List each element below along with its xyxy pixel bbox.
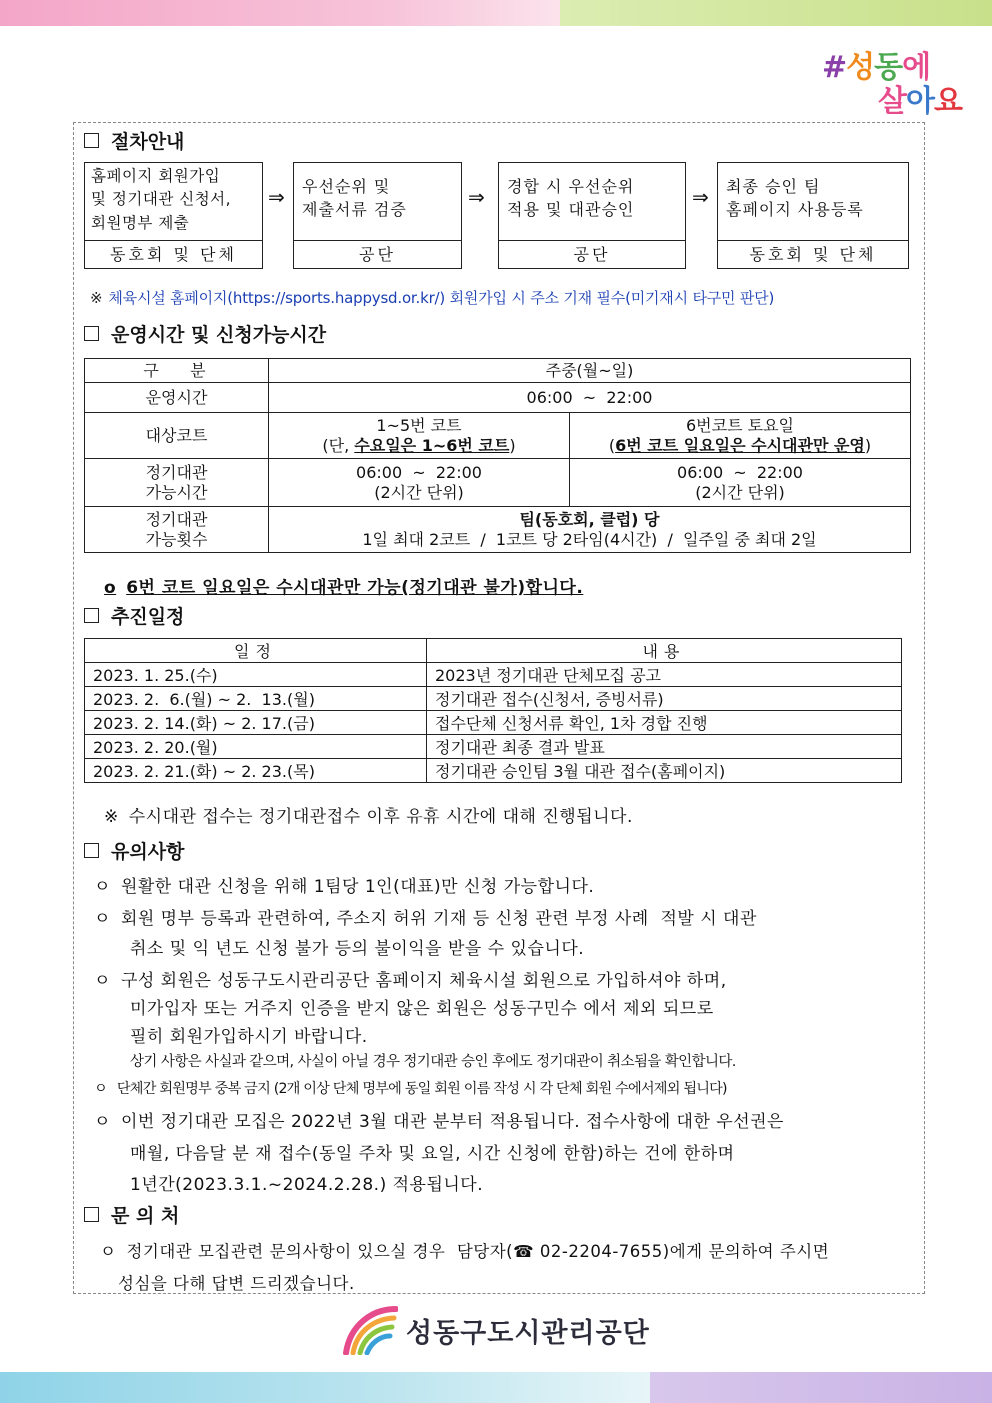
bullet-mark: ㅇ bbox=[100, 1242, 117, 1261]
schedule-content: 접수단체 신청서류 확인, 1차 경합 진행 bbox=[427, 711, 902, 735]
bullet-mark: ㅇ bbox=[94, 1112, 111, 1132]
note-item-2 bbox=[94, 904, 757, 929]
table-row bbox=[85, 663, 902, 687]
cell-line bbox=[574, 436, 906, 456]
bottom-decor-band bbox=[0, 1372, 992, 1403]
schedule-note bbox=[104, 802, 633, 827]
section-title: 추진일정 bbox=[111, 606, 185, 628]
bullet-mark: ㅇ bbox=[94, 877, 111, 897]
note-item-4 bbox=[94, 1078, 727, 1098]
label-line: 정기대관 bbox=[145, 509, 208, 529]
cell-line: 06:00 ~ 22:00 bbox=[677, 462, 803, 482]
table-row bbox=[85, 711, 902, 735]
schedule-date: 2023. 2. 14.(화) ~ 2. 17.(금) bbox=[85, 711, 427, 735]
section-procedure bbox=[84, 127, 184, 154]
section-schedule bbox=[84, 602, 184, 629]
cell-line: (2시간 단위) bbox=[695, 482, 785, 502]
table-row bbox=[85, 507, 911, 553]
flow-step-text: 최종 승인 팀 홈페이지 사용등록 bbox=[718, 163, 908, 241]
note-text-cont: 취소 및 익 년도 신청 불가 등의 불이익을 받을 수 있습니다. bbox=[130, 939, 585, 959]
section-hours bbox=[84, 320, 326, 347]
schedule-date: 2023. 2. 21.(화) ~ 2. 23.(목) bbox=[85, 759, 427, 783]
schedule-content: 정기대관 최종 결과 발표 bbox=[427, 735, 902, 759]
table-row bbox=[85, 459, 911, 507]
cell-line bbox=[273, 436, 565, 456]
table-row bbox=[85, 759, 902, 783]
bullet-mark: ㅇ bbox=[94, 971, 111, 991]
table-header-cell: 일정 bbox=[85, 639, 427, 663]
note-mark: ※ bbox=[90, 289, 103, 307]
checkbox-square-icon bbox=[84, 1207, 99, 1222]
slogan-line2: 살아요 bbox=[878, 84, 962, 119]
text-span: ( bbox=[608, 435, 616, 455]
checkbox-square-icon bbox=[84, 133, 99, 148]
cell-line: (2시간 단위) bbox=[374, 482, 464, 502]
schedule-note-text: 수시대관 접수는 정기대관접수 이후 유휴 시간에 대해 진행됩니다. bbox=[128, 807, 633, 827]
slogan-line1: #성동에 bbox=[822, 50, 931, 85]
flow-step-text: 홈페이지 회원가입 및 정기대관 신청서, 회원명부 제출 bbox=[85, 163, 262, 241]
flow-step-3 bbox=[498, 162, 686, 269]
flow-arrow-icon: ⇒ bbox=[468, 185, 485, 209]
regular-time-cell-b bbox=[570, 459, 911, 507]
note-mark: ※ bbox=[104, 807, 119, 827]
section-contact bbox=[84, 1201, 179, 1228]
table-row bbox=[85, 383, 911, 413]
org-logo bbox=[342, 1301, 650, 1357]
note-text-cont: 미가입자 또는 거주지 인증을 받지 않은 회원은 성동구민수 에서 제외 되므로 bbox=[130, 999, 714, 1019]
operating-hours-value: 06:00 ~ 22:00 bbox=[269, 383, 911, 413]
table-row bbox=[85, 359, 911, 383]
regular-time-cell-a bbox=[269, 459, 570, 507]
hours-table bbox=[84, 358, 911, 553]
bullet-mark: o bbox=[104, 578, 117, 598]
note-text: 이번 정기대관 모집은 2022년 3월 대관 분부터 적용됩니다. 접수사항에 대한 우선권은 bbox=[120, 1112, 784, 1132]
checkbox-square-icon bbox=[84, 326, 99, 341]
section-title: 문 의 처 bbox=[111, 1205, 180, 1227]
note-item-5 bbox=[94, 1107, 784, 1132]
flow-step-actor: 동호회 및 단체 bbox=[110, 245, 237, 264]
text-span: ) bbox=[509, 435, 516, 455]
contact-line-2: 성심을 다해 답변 드리겠습니다. bbox=[118, 1274, 355, 1293]
bullet-mark: ㅇ bbox=[94, 1081, 107, 1097]
bullet-mark: ㅇ bbox=[94, 909, 111, 929]
schedule-content: 정기대관 승인팀 3월 대관 접수(홈페이지) bbox=[427, 759, 902, 783]
section-title: 운영시간 및 신청가능시간 bbox=[111, 324, 327, 346]
table-header-cell: 내용 bbox=[427, 639, 902, 663]
row-label bbox=[85, 459, 269, 507]
cell-line: 06:00 ~ 22:00 bbox=[356, 462, 482, 482]
courts-cell-a bbox=[269, 413, 570, 459]
schedule-date: 2023. 1. 25.(수) bbox=[85, 663, 427, 687]
court6-notice bbox=[104, 573, 583, 598]
slogan-logo bbox=[814, 42, 984, 119]
contact-line-1 bbox=[100, 1238, 829, 1262]
flow-step-text: 우선순위 및 제출서류 검증 bbox=[294, 163, 461, 241]
schedule-content: 2023년 정기대관 단체모집 공고 bbox=[427, 663, 902, 687]
schedule-date: 2023. 2. 20.(월) bbox=[85, 735, 427, 759]
section-notes bbox=[84, 837, 184, 864]
table-header-cell: 주중(월~일) bbox=[269, 359, 911, 383]
cell-line: 팀(동호회, 클럽) 당 bbox=[519, 509, 660, 529]
note-item-1 bbox=[94, 872, 594, 897]
note-text: 원활한 대관 신청을 위해 1팀당 1인(대표)만 신청 가능합니다. bbox=[120, 877, 595, 897]
text-span: (단, bbox=[322, 435, 355, 455]
flow-step-1 bbox=[84, 162, 263, 269]
underlined-text: 수요일은 1~6번 코트 bbox=[354, 435, 510, 455]
court6-notice-text: 6번 코트 일요일은 수시대관만 가능(정기대관 불가)합니다. bbox=[126, 578, 584, 598]
schedule-table bbox=[84, 638, 902, 783]
section-title: 절차안내 bbox=[111, 131, 185, 153]
table-row bbox=[85, 687, 902, 711]
note-item-3 bbox=[94, 966, 727, 991]
table-header-cell: 구 분 bbox=[85, 359, 269, 383]
note-text-cont: 필히 회원가입하시기 바랍니다. bbox=[130, 1027, 368, 1047]
rainbow-logo-icon bbox=[342, 1303, 398, 1355]
top-decor-band bbox=[0, 0, 992, 26]
org-name: 성동구도시관리공단 bbox=[406, 1318, 650, 1349]
courts-cell-b bbox=[570, 413, 911, 459]
contact-text: 정기대관 모집관련 문의사항이 있으실 경우 담당자(☎ 02-2204-7655)에게 문의하여 주시면 bbox=[126, 1242, 830, 1261]
underlined-text: 6번 코트 일요일은 수시대관만 운영 bbox=[615, 435, 865, 455]
flow-arrow-icon: ⇒ bbox=[268, 185, 285, 209]
checkbox-square-icon bbox=[84, 608, 99, 623]
flow-step-actor: 동호회 및 단체 bbox=[749, 245, 877, 264]
signup-note-text: 체육시설 홈페이지(https://sports.happysd.or.kr/) 회원가입 시 주소 기재 필수(미기재시 타구민 판단) bbox=[108, 289, 775, 307]
note-text-cont: 1년간(2023.3.1.~2024.2.28.) 적용됩니다. bbox=[130, 1175, 484, 1195]
note-text-cont: 상기 사항은 사실과 같으며, 사실이 아닐 경우 정기대관 승인 후에도 정기대관이 취소됨을 확인합니다. bbox=[130, 1054, 736, 1070]
flow-step-text: 경합 시 우선순위 적용 및 대관승인 bbox=[499, 163, 685, 241]
flow-step-4 bbox=[717, 162, 909, 269]
row-label: 운영시간 bbox=[85, 383, 269, 413]
label-line: 가능시간 bbox=[145, 482, 208, 502]
label-line: 정기대관 bbox=[145, 462, 208, 482]
section-title: 유의사항 bbox=[111, 841, 185, 863]
regular-count-cell bbox=[269, 507, 911, 553]
schedule-date: 2023. 2. 6.(월) ~ 2. 13.(월) bbox=[85, 687, 427, 711]
note-text: 단체간 회원명부 중복 금지 (2개 이상 단체 명부에 동일 회원 이름 작성 시 각 단체 회원 수에서제외 됩니다) bbox=[116, 1081, 727, 1097]
flow-step-2 bbox=[293, 162, 462, 269]
cell-line: 1~5번 코트 bbox=[376, 415, 462, 435]
schedule-content: 정기대관 접수(신청서, 증빙서류) bbox=[427, 687, 902, 711]
text-span: ) bbox=[864, 435, 872, 455]
note-text: 구성 회원은 성동구도시관리공단 홈페이지 체육시설 회원으로 가입하셔야 하며, bbox=[120, 971, 727, 991]
flow-step-actor: 공단 bbox=[359, 245, 396, 264]
table-row bbox=[85, 735, 902, 759]
table-row bbox=[85, 639, 902, 663]
cell-line: 6번코트 토요일 bbox=[685, 415, 794, 435]
label-line: 가능횟수 bbox=[145, 529, 208, 549]
note-text-cont: 매월, 다음달 분 재 접수(동일 주차 및 요일, 시간 신청에 한함)하는 건에 한하며 bbox=[130, 1144, 735, 1164]
cell-line: 1일 최대 2코트 / 1코트 당 2타임(4시간) / 일주일 중 최대 2일 bbox=[362, 529, 817, 549]
checkbox-square-icon bbox=[84, 843, 99, 858]
table-row bbox=[85, 413, 911, 459]
flow-step-actor: 공단 bbox=[573, 245, 611, 264]
note-text: 회원 명부 등록과 관련하여, 주소지 허위 기재 등 신청 관련 부정 사례 적발 시 대관 bbox=[120, 909, 757, 929]
row-label: 대상코트 bbox=[85, 413, 269, 459]
row-label bbox=[85, 507, 269, 553]
signup-note bbox=[90, 287, 774, 308]
flow-arrow-icon: ⇒ bbox=[692, 185, 709, 209]
